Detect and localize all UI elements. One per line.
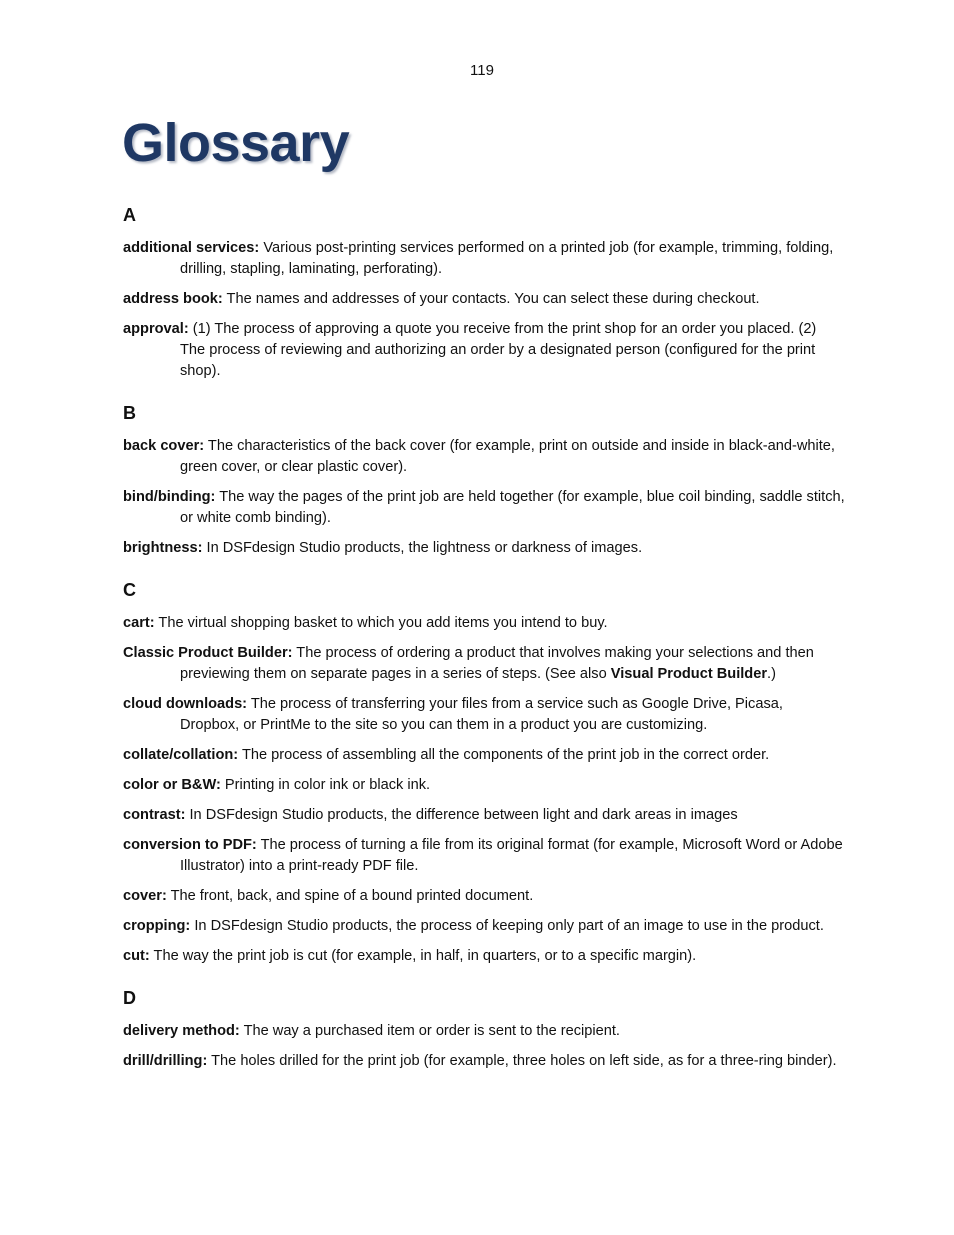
glossary-entry	[123, 745, 845, 766]
glossary-term: additional services:	[123, 240, 260, 256]
glossary-definition: The characteristics of the back cover (for example, print on outside and inside in black-and-white, green cover, or clear plastic cover).	[180, 438, 835, 475]
glossary-term: collate/collation:	[123, 747, 239, 763]
glossary-entry	[123, 694, 845, 736]
glossary-definition: The way a purchased item or order is sent to the recipient.	[239, 1023, 620, 1039]
glossary-entry	[123, 643, 845, 685]
glossary-entry	[123, 319, 845, 382]
glossary-term: address book:	[123, 291, 223, 307]
glossary-definition: The process of turning a file from its original format (for example, Microsoft Word or Adobe Illustrator) into a print-ready PDF file.	[180, 837, 843, 874]
glossary-entry	[123, 538, 845, 559]
glossary-content	[123, 204, 845, 1092]
glossary-definition: The front, back, and spine of a bound printed document.	[166, 888, 534, 904]
glossary-entry	[123, 613, 845, 634]
glossary-entry	[123, 805, 845, 826]
glossary-definition: In DSFdesign Studio products, the lightness or darkness of images.	[202, 540, 643, 556]
glossary-section-b	[123, 402, 845, 559]
glossary-term: back cover:	[123, 438, 205, 454]
page-number: 119	[470, 62, 494, 79]
cross-reference: Visual Product Builder	[610, 666, 768, 682]
glossary-term: approval:	[123, 321, 189, 337]
glossary-definition: In DSFdesign Studio products, the process of keeping only part of an image to use in the product.	[190, 918, 824, 934]
glossary-term: cut:	[123, 948, 150, 964]
glossary-term: Classic Product Builder:	[123, 645, 293, 661]
glossary-term: cloud downloads:	[123, 696, 248, 712]
glossary-entry	[123, 886, 845, 907]
glossary-entry	[123, 946, 845, 967]
glossary-term: bind/binding:	[123, 489, 216, 505]
page-title: Glossary	[122, 113, 350, 173]
glossary-entry	[123, 835, 845, 877]
glossary-term: cropping:	[123, 918, 191, 934]
glossary-term: contrast:	[123, 807, 186, 823]
glossary-definition: In DSFdesign Studio products, the difference between light and dark areas in images	[185, 807, 738, 823]
glossary-definition: The holes drilled for the print job (for example, three holes on left side, as for a three-ring binder).	[207, 1053, 837, 1069]
glossary-entry	[123, 775, 845, 796]
glossary-definition: The virtual shopping basket to which you add items you intend to buy.	[154, 615, 608, 631]
glossary-definition: The process of assembling all the components of the print job in the correct order.	[238, 747, 770, 763]
glossary-term: cover:	[123, 888, 167, 904]
glossary-section-a	[123, 204, 845, 382]
glossary-term: cart:	[123, 615, 155, 631]
glossary-term: delivery method:	[123, 1023, 240, 1039]
glossary-entry	[123, 289, 845, 310]
glossary-definition: The way the print job is cut (for example, in half, in quarters, or to a specific margin).	[149, 948, 697, 964]
section-letter: A	[123, 205, 136, 225]
glossary-definition: The process of transferring your files from a service such as Google Drive, Picasa, Dropbox, or PrintMe to the site so you can them in a product you are customizing.	[180, 696, 783, 733]
glossary-entry	[123, 436, 845, 478]
glossary-definition: Various post-printing services performed on a printed job (for example, trimming, folding, drilling, stapling, laminating, perforating).	[180, 240, 834, 277]
glossary-entry	[123, 1051, 845, 1072]
section-letter: B	[123, 403, 136, 423]
glossary-definition: The names and addresses of your contacts. You can select these during checkout.	[222, 291, 760, 307]
glossary-term: color or B&W:	[123, 777, 221, 793]
glossary-term: brightness:	[123, 540, 203, 556]
section-letter: C	[123, 580, 136, 600]
glossary-term: conversion to PDF:	[123, 837, 257, 853]
glossary-definition: The way the pages of the print job are held together (for example, blue coil binding, saddle stitch, or white comb binding).	[180, 489, 845, 526]
glossary-entry	[123, 238, 845, 280]
glossary-definition: (1) The process of approving a quote you receive from the print shop for an order you placed. (2) The process of reviewing and authorizing an order by a designated person (configured for the print shop).	[180, 321, 817, 379]
glossary-section-d	[123, 987, 845, 1072]
glossary-definition: The process of ordering a product that involves making your selections and then previewing them on separate pages in a series of steps. (See also	[180, 645, 814, 682]
glossary-section-c	[123, 579, 845, 967]
section-letter: D	[123, 988, 136, 1008]
glossary-term: drill/drilling:	[123, 1053, 208, 1069]
glossary-entry	[123, 487, 845, 529]
glossary-definition-end: .)	[767, 666, 776, 682]
glossary-definition: Printing in color ink or black ink.	[220, 777, 431, 793]
glossary-entry	[123, 916, 845, 937]
glossary-entry	[123, 1021, 845, 1042]
